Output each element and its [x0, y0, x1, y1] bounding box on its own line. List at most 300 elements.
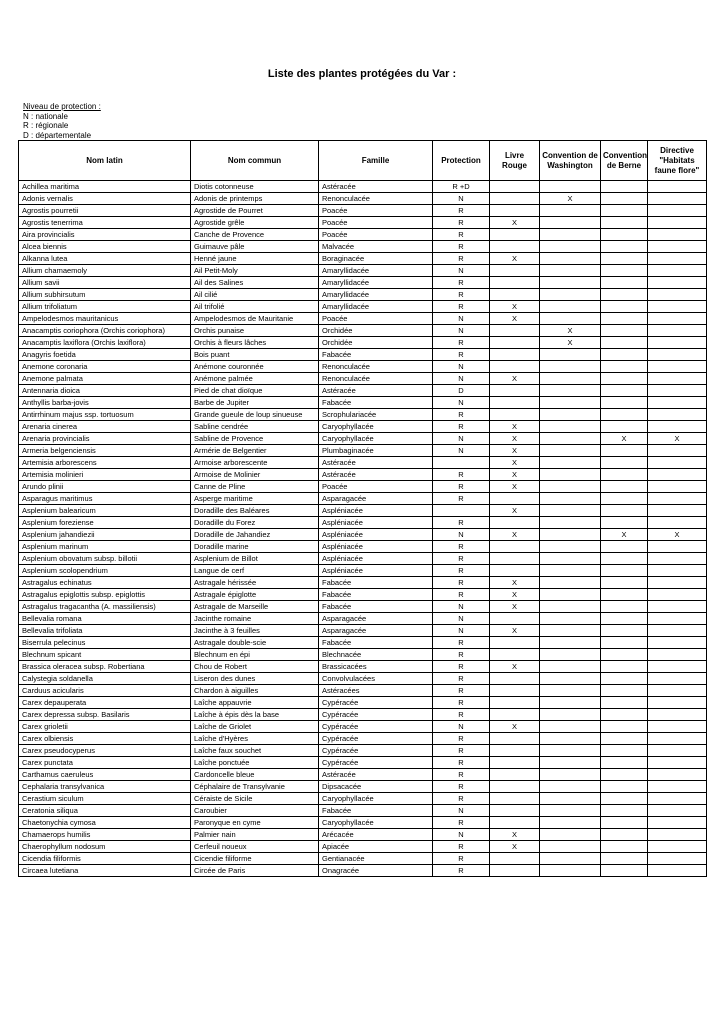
table-row: [19, 673, 707, 685]
common-name-cell: Caroubier: [191, 805, 319, 817]
table-row: [19, 301, 707, 313]
livre-rouge-cell: X: [490, 577, 540, 589]
common-name-cell: Orchis punaise: [191, 325, 319, 337]
table-row: [19, 529, 707, 541]
legend-item-nationale: N : nationale: [23, 111, 68, 121]
berne-cell: [601, 829, 648, 841]
directive-cell: [648, 733, 707, 745]
protection-cell: R: [433, 745, 490, 757]
washington-cell: [540, 265, 601, 277]
berne-cell: [601, 457, 648, 469]
washington-cell: [540, 349, 601, 361]
common-name-cell: Sabline cendrée: [191, 421, 319, 433]
family-cell: Fabacée: [319, 589, 433, 601]
washington-cell: [540, 793, 601, 805]
washington-cell: [540, 637, 601, 649]
directive-cell: [648, 253, 707, 265]
washington-cell: [540, 649, 601, 661]
protection-cell: N: [433, 613, 490, 625]
protection-cell: R: [433, 241, 490, 253]
common-name-cell: Astragale épiglotte: [191, 589, 319, 601]
berne-cell: [601, 721, 648, 733]
table-row: [19, 649, 707, 661]
common-name-cell: Pied de chat dioïque: [191, 385, 319, 397]
family-cell: Astéracée: [319, 181, 433, 193]
latin-name-cell: Antennaria dioica: [19, 385, 191, 397]
protection-cell: N: [433, 325, 490, 337]
family-cell: Aspléniacée: [319, 505, 433, 517]
family-cell: Orchidée: [319, 325, 433, 337]
berne-cell: [601, 409, 648, 421]
directive-cell: [648, 709, 707, 721]
berne-cell: [601, 385, 648, 397]
common-name-cell: Armoise de Molinier: [191, 469, 319, 481]
column-header-protection: Protection: [433, 141, 490, 181]
family-cell: Amaryllidacée: [319, 265, 433, 277]
washington-cell: [540, 601, 601, 613]
table-row: [19, 181, 707, 193]
directive-cell: [648, 469, 707, 481]
livre-rouge-cell: [490, 337, 540, 349]
livre-rouge-cell: [490, 613, 540, 625]
livre-rouge-cell: [490, 517, 540, 529]
washington-cell: [540, 709, 601, 721]
common-name-cell: Ampelodesmos de Mauritanie: [191, 313, 319, 325]
washington-cell: [540, 577, 601, 589]
berne-cell: [601, 709, 648, 721]
livre-rouge-cell: [490, 697, 540, 709]
directive-cell: [648, 313, 707, 325]
washington-cell: [540, 373, 601, 385]
latin-name-cell: Agrostis pourretii: [19, 205, 191, 217]
latin-name-cell: Anagyris foetida: [19, 349, 191, 361]
table-row: [19, 625, 707, 637]
table-row: [19, 361, 707, 373]
family-cell: Poacée: [319, 481, 433, 493]
latin-name-cell: Carthamus caeruleus: [19, 769, 191, 781]
washington-cell: [540, 781, 601, 793]
common-name-cell: Céraiste de Sicile: [191, 793, 319, 805]
latin-name-cell: Astragalus echinatus: [19, 577, 191, 589]
washington-cell: [540, 505, 601, 517]
table-row: [19, 541, 707, 553]
livre-rouge-cell: X: [490, 373, 540, 385]
washington-cell: [540, 289, 601, 301]
washington-cell: [540, 517, 601, 529]
common-name-cell: Cerfeuil noueux: [191, 841, 319, 853]
washington-cell: [540, 421, 601, 433]
table-row: [19, 577, 707, 589]
directive-cell: [648, 385, 707, 397]
directive-cell: [648, 181, 707, 193]
table-row: [19, 697, 707, 709]
washington-cell: [540, 625, 601, 637]
protection-cell: R: [433, 481, 490, 493]
table-row: [19, 745, 707, 757]
directive-cell: [648, 601, 707, 613]
directive-cell: [648, 325, 707, 337]
directive-cell: [648, 337, 707, 349]
directive-cell: [648, 697, 707, 709]
latin-name-cell: Alkanna lutea: [19, 253, 191, 265]
latin-name-cell: Carduus acicularis: [19, 685, 191, 697]
common-name-cell: Anémone couronnée: [191, 361, 319, 373]
table-row: [19, 757, 707, 769]
livre-rouge-cell: X: [490, 253, 540, 265]
washington-cell: [540, 313, 601, 325]
latin-name-cell: Ceratonia siliqua: [19, 805, 191, 817]
protection-cell: R: [433, 865, 490, 877]
livre-rouge-cell: [490, 637, 540, 649]
protection-cell: N: [433, 361, 490, 373]
family-cell: Aspléniacée: [319, 529, 433, 541]
latin-name-cell: Arenaria provincialis: [19, 433, 191, 445]
washington-cell: [540, 685, 601, 697]
table-row: [19, 469, 707, 481]
common-name-cell: Doradille des Baléares: [191, 505, 319, 517]
washington-cell: [540, 217, 601, 229]
protection-cell: R: [433, 577, 490, 589]
latin-name-cell: Arundo plinii: [19, 481, 191, 493]
directive-cell: X: [648, 529, 707, 541]
latin-name-cell: Asplenium jahandiezii: [19, 529, 191, 541]
common-name-cell: Paronyque en cyme: [191, 817, 319, 829]
berne-cell: [601, 205, 648, 217]
directive-cell: [648, 721, 707, 733]
livre-rouge-cell: X: [490, 301, 540, 313]
table-row: [19, 205, 707, 217]
table-header: [19, 141, 707, 181]
washington-cell: X: [540, 325, 601, 337]
table-row: [19, 553, 707, 565]
protection-cell: R: [433, 565, 490, 577]
livre-rouge-cell: [490, 805, 540, 817]
directive-cell: [648, 289, 707, 301]
family-cell: Caryophyllacée: [319, 817, 433, 829]
washington-cell: [540, 745, 601, 757]
washington-cell: [540, 721, 601, 733]
common-name-cell: Armoise arborescente: [191, 457, 319, 469]
plants-table: [18, 140, 707, 877]
protection-cell: N: [433, 529, 490, 541]
table-row: [19, 457, 707, 469]
directive-cell: [648, 685, 707, 697]
protection-cell: R: [433, 817, 490, 829]
washington-cell: [540, 493, 601, 505]
table-row: [19, 325, 707, 337]
page-title: Liste des plantes protégées du Var :: [267, 68, 457, 80]
directive-cell: [648, 517, 707, 529]
protection-cell: R: [433, 649, 490, 661]
washington-cell: X: [540, 193, 601, 205]
protection-cell: R: [433, 757, 490, 769]
livre-rouge-cell: [490, 493, 540, 505]
protection-cell: R: [433, 697, 490, 709]
family-cell: Amaryllidacée: [319, 301, 433, 313]
common-name-cell: Laîche appauvrie: [191, 697, 319, 709]
livre-rouge-cell: X: [490, 433, 540, 445]
family-cell: Arécacée: [319, 829, 433, 841]
table-row: [19, 409, 707, 421]
family-cell: Fabacée: [319, 397, 433, 409]
washington-cell: [540, 661, 601, 673]
latin-name-cell: Artemisia arborescens: [19, 457, 191, 469]
directive-cell: [648, 241, 707, 253]
common-name-cell: Ail cilié: [191, 289, 319, 301]
directive-cell: [648, 781, 707, 793]
table-row: [19, 433, 707, 445]
legend-item-departementale: D : départementale: [23, 130, 92, 140]
latin-name-cell: Asplenium balearicum: [19, 505, 191, 517]
berne-cell: [601, 361, 648, 373]
common-name-cell: Ail trifolié: [191, 301, 319, 313]
livre-rouge-cell: X: [490, 661, 540, 673]
family-cell: Astéracées: [319, 685, 433, 697]
latin-name-cell: Aira provincialis: [19, 229, 191, 241]
family-cell: Caryophyllacée: [319, 433, 433, 445]
latin-name-cell: Chaerophyllum nodosum: [19, 841, 191, 853]
berne-cell: [601, 649, 648, 661]
table-row: [19, 229, 707, 241]
washington-cell: [540, 553, 601, 565]
family-cell: Convolvulacées: [319, 673, 433, 685]
washington-cell: [540, 589, 601, 601]
directive-cell: [648, 373, 707, 385]
washington-cell: [540, 841, 601, 853]
family-cell: Poacée: [319, 217, 433, 229]
family-cell: Astéracée: [319, 769, 433, 781]
latin-name-cell: Agrostis tenerrima: [19, 217, 191, 229]
family-cell: Astéracée: [319, 457, 433, 469]
latin-name-cell: Cicendia filiformis: [19, 853, 191, 865]
livre-rouge-cell: [490, 229, 540, 241]
latin-name-cell: Arenaria cinerea: [19, 421, 191, 433]
table-row: [19, 661, 707, 673]
livre-rouge-cell: [490, 409, 540, 421]
protection-cell: R: [433, 277, 490, 289]
livre-rouge-cell: X: [490, 601, 540, 613]
table-row: [19, 685, 707, 697]
protection-cell: N: [433, 601, 490, 613]
protection-cell: R: [433, 289, 490, 301]
livre-rouge-cell: [490, 553, 540, 565]
berne-cell: [601, 373, 648, 385]
directive-cell: [648, 301, 707, 313]
livre-rouge-cell: X: [490, 457, 540, 469]
latin-name-cell: Bellevalia romana: [19, 613, 191, 625]
berne-cell: [601, 589, 648, 601]
latin-name-cell: Allium trifoliatum: [19, 301, 191, 313]
column-header-livre-rouge: Livre Rouge: [490, 141, 540, 181]
protection-cell: R: [433, 253, 490, 265]
family-cell: Poacée: [319, 205, 433, 217]
family-cell: Astéracée: [319, 385, 433, 397]
berne-cell: [601, 193, 648, 205]
berne-cell: [601, 841, 648, 853]
common-name-cell: Guimauve pâle: [191, 241, 319, 253]
livre-rouge-cell: X: [490, 589, 540, 601]
family-cell: Amaryllidacée: [319, 277, 433, 289]
family-cell: Onagracée: [319, 865, 433, 877]
berne-cell: [601, 265, 648, 277]
family-cell: Plumbaginacée: [319, 445, 433, 457]
directive-cell: [648, 457, 707, 469]
column-header-directive: Directive "Habitats faune flore": [648, 141, 707, 181]
latin-name-cell: Asplenium foreziense: [19, 517, 191, 529]
berne-cell: [601, 217, 648, 229]
directive-cell: [648, 793, 707, 805]
directive-cell: [648, 613, 707, 625]
washington-cell: [540, 565, 601, 577]
washington-cell: [540, 805, 601, 817]
table-row: [19, 517, 707, 529]
livre-rouge-cell: [490, 325, 540, 337]
latin-name-cell: Carex grioletii: [19, 721, 191, 733]
table-row: [19, 817, 707, 829]
table-row: [19, 505, 707, 517]
family-cell: Orchidée: [319, 337, 433, 349]
table-row: [19, 733, 707, 745]
washington-cell: [540, 757, 601, 769]
family-cell: Poacée: [319, 229, 433, 241]
common-name-cell: Jacinthe romaine: [191, 613, 319, 625]
protection-cell: R: [433, 229, 490, 241]
berne-cell: [601, 781, 648, 793]
table-row: [19, 781, 707, 793]
berne-cell: X: [601, 529, 648, 541]
table-row: [19, 565, 707, 577]
common-name-cell: Doradille de Jahandiez: [191, 529, 319, 541]
livre-rouge-cell: X: [490, 469, 540, 481]
berne-cell: [601, 745, 648, 757]
latin-name-cell: Armeria belgenciensis: [19, 445, 191, 457]
berne-cell: [601, 229, 648, 241]
column-header-berne: Convention de Berne: [601, 141, 648, 181]
column-header-latin-name: Nom latin: [19, 141, 191, 181]
family-cell: Fabacée: [319, 349, 433, 361]
livre-rouge-cell: [490, 865, 540, 877]
livre-rouge-cell: [490, 781, 540, 793]
table-row: [19, 313, 707, 325]
table-row: [19, 337, 707, 349]
directive-cell: [648, 421, 707, 433]
protection-cell: R: [433, 661, 490, 673]
directive-cell: [648, 649, 707, 661]
directive-cell: [648, 505, 707, 517]
common-name-cell: Chou de Robert: [191, 661, 319, 673]
latin-name-cell: Brassica oleracea subsp. Robertiana: [19, 661, 191, 673]
protection-cell: R: [433, 781, 490, 793]
protection-cell: R: [433, 553, 490, 565]
washington-cell: [540, 361, 601, 373]
protection-cell: N: [433, 193, 490, 205]
family-cell: Cypéracée: [319, 757, 433, 769]
washington-cell: [540, 529, 601, 541]
family-cell: Astéracée: [319, 469, 433, 481]
washington-cell: [540, 181, 601, 193]
livre-rouge-cell: X: [490, 421, 540, 433]
berne-cell: [601, 517, 648, 529]
table-row: [19, 289, 707, 301]
latin-name-cell: Cephalaria transylvanica: [19, 781, 191, 793]
family-cell: Asparagacée: [319, 613, 433, 625]
directive-cell: [648, 565, 707, 577]
common-name-cell: Agrostide grêle: [191, 217, 319, 229]
directive-cell: [648, 625, 707, 637]
directive-cell: [648, 637, 707, 649]
protection-cell: R: [433, 709, 490, 721]
family-cell: Malvacée: [319, 241, 433, 253]
livre-rouge-cell: X: [490, 313, 540, 325]
latin-name-cell: Cerastium siculum: [19, 793, 191, 805]
livre-rouge-cell: [490, 745, 540, 757]
common-name-cell: Armérie de Belgentier: [191, 445, 319, 457]
table-row: [19, 829, 707, 841]
washington-cell: [540, 829, 601, 841]
directive-cell: [648, 349, 707, 361]
table-row: [19, 853, 707, 865]
livre-rouge-cell: [490, 205, 540, 217]
directive-cell: [648, 805, 707, 817]
directive-cell: [648, 673, 707, 685]
berne-cell: [601, 277, 648, 289]
latin-name-cell: Biserrula pelecinus: [19, 637, 191, 649]
protection-cell: N: [433, 265, 490, 277]
berne-cell: [601, 421, 648, 433]
berne-cell: [601, 241, 648, 253]
livre-rouge-cell: [490, 733, 540, 745]
directive-cell: [648, 205, 707, 217]
family-cell: Fabacée: [319, 805, 433, 817]
berne-cell: [601, 577, 648, 589]
directive-cell: [648, 481, 707, 493]
table-row: [19, 769, 707, 781]
common-name-cell: Sabline de Provence: [191, 433, 319, 445]
directive-cell: [648, 229, 707, 241]
common-name-cell: Cicendie filiforme: [191, 853, 319, 865]
family-cell: Aspléniacée: [319, 553, 433, 565]
common-name-cell: Laîche à épis dès la base: [191, 709, 319, 721]
washington-cell: X: [540, 337, 601, 349]
common-name-cell: Céphalaire de Transylvanie: [191, 781, 319, 793]
protection-cell: N: [433, 625, 490, 637]
berne-cell: [601, 793, 648, 805]
berne-cell: [601, 313, 648, 325]
common-name-cell: Laîche ponctuée: [191, 757, 319, 769]
common-name-cell: Chardon à aiguilles: [191, 685, 319, 697]
protection-cell: N: [433, 721, 490, 733]
berne-cell: [601, 553, 648, 565]
directive-cell: [648, 757, 707, 769]
latin-name-cell: Artemisia molinieri: [19, 469, 191, 481]
common-name-cell: Laîche d'Hyères: [191, 733, 319, 745]
livre-rouge-cell: X: [490, 217, 540, 229]
livre-rouge-cell: [490, 685, 540, 697]
latin-name-cell: Asplenium marinum: [19, 541, 191, 553]
protection-cell: N: [433, 433, 490, 445]
latin-name-cell: Allium subhirsutum: [19, 289, 191, 301]
berne-cell: [601, 445, 648, 457]
family-cell: Caryophyllacée: [319, 793, 433, 805]
livre-rouge-cell: [490, 181, 540, 193]
latin-name-cell: Carex olbiensis: [19, 733, 191, 745]
table-row: [19, 709, 707, 721]
directive-cell: [648, 361, 707, 373]
berne-cell: [601, 697, 648, 709]
family-cell: Renonculacée: [319, 193, 433, 205]
livre-rouge-cell: [490, 769, 540, 781]
washington-cell: [540, 853, 601, 865]
